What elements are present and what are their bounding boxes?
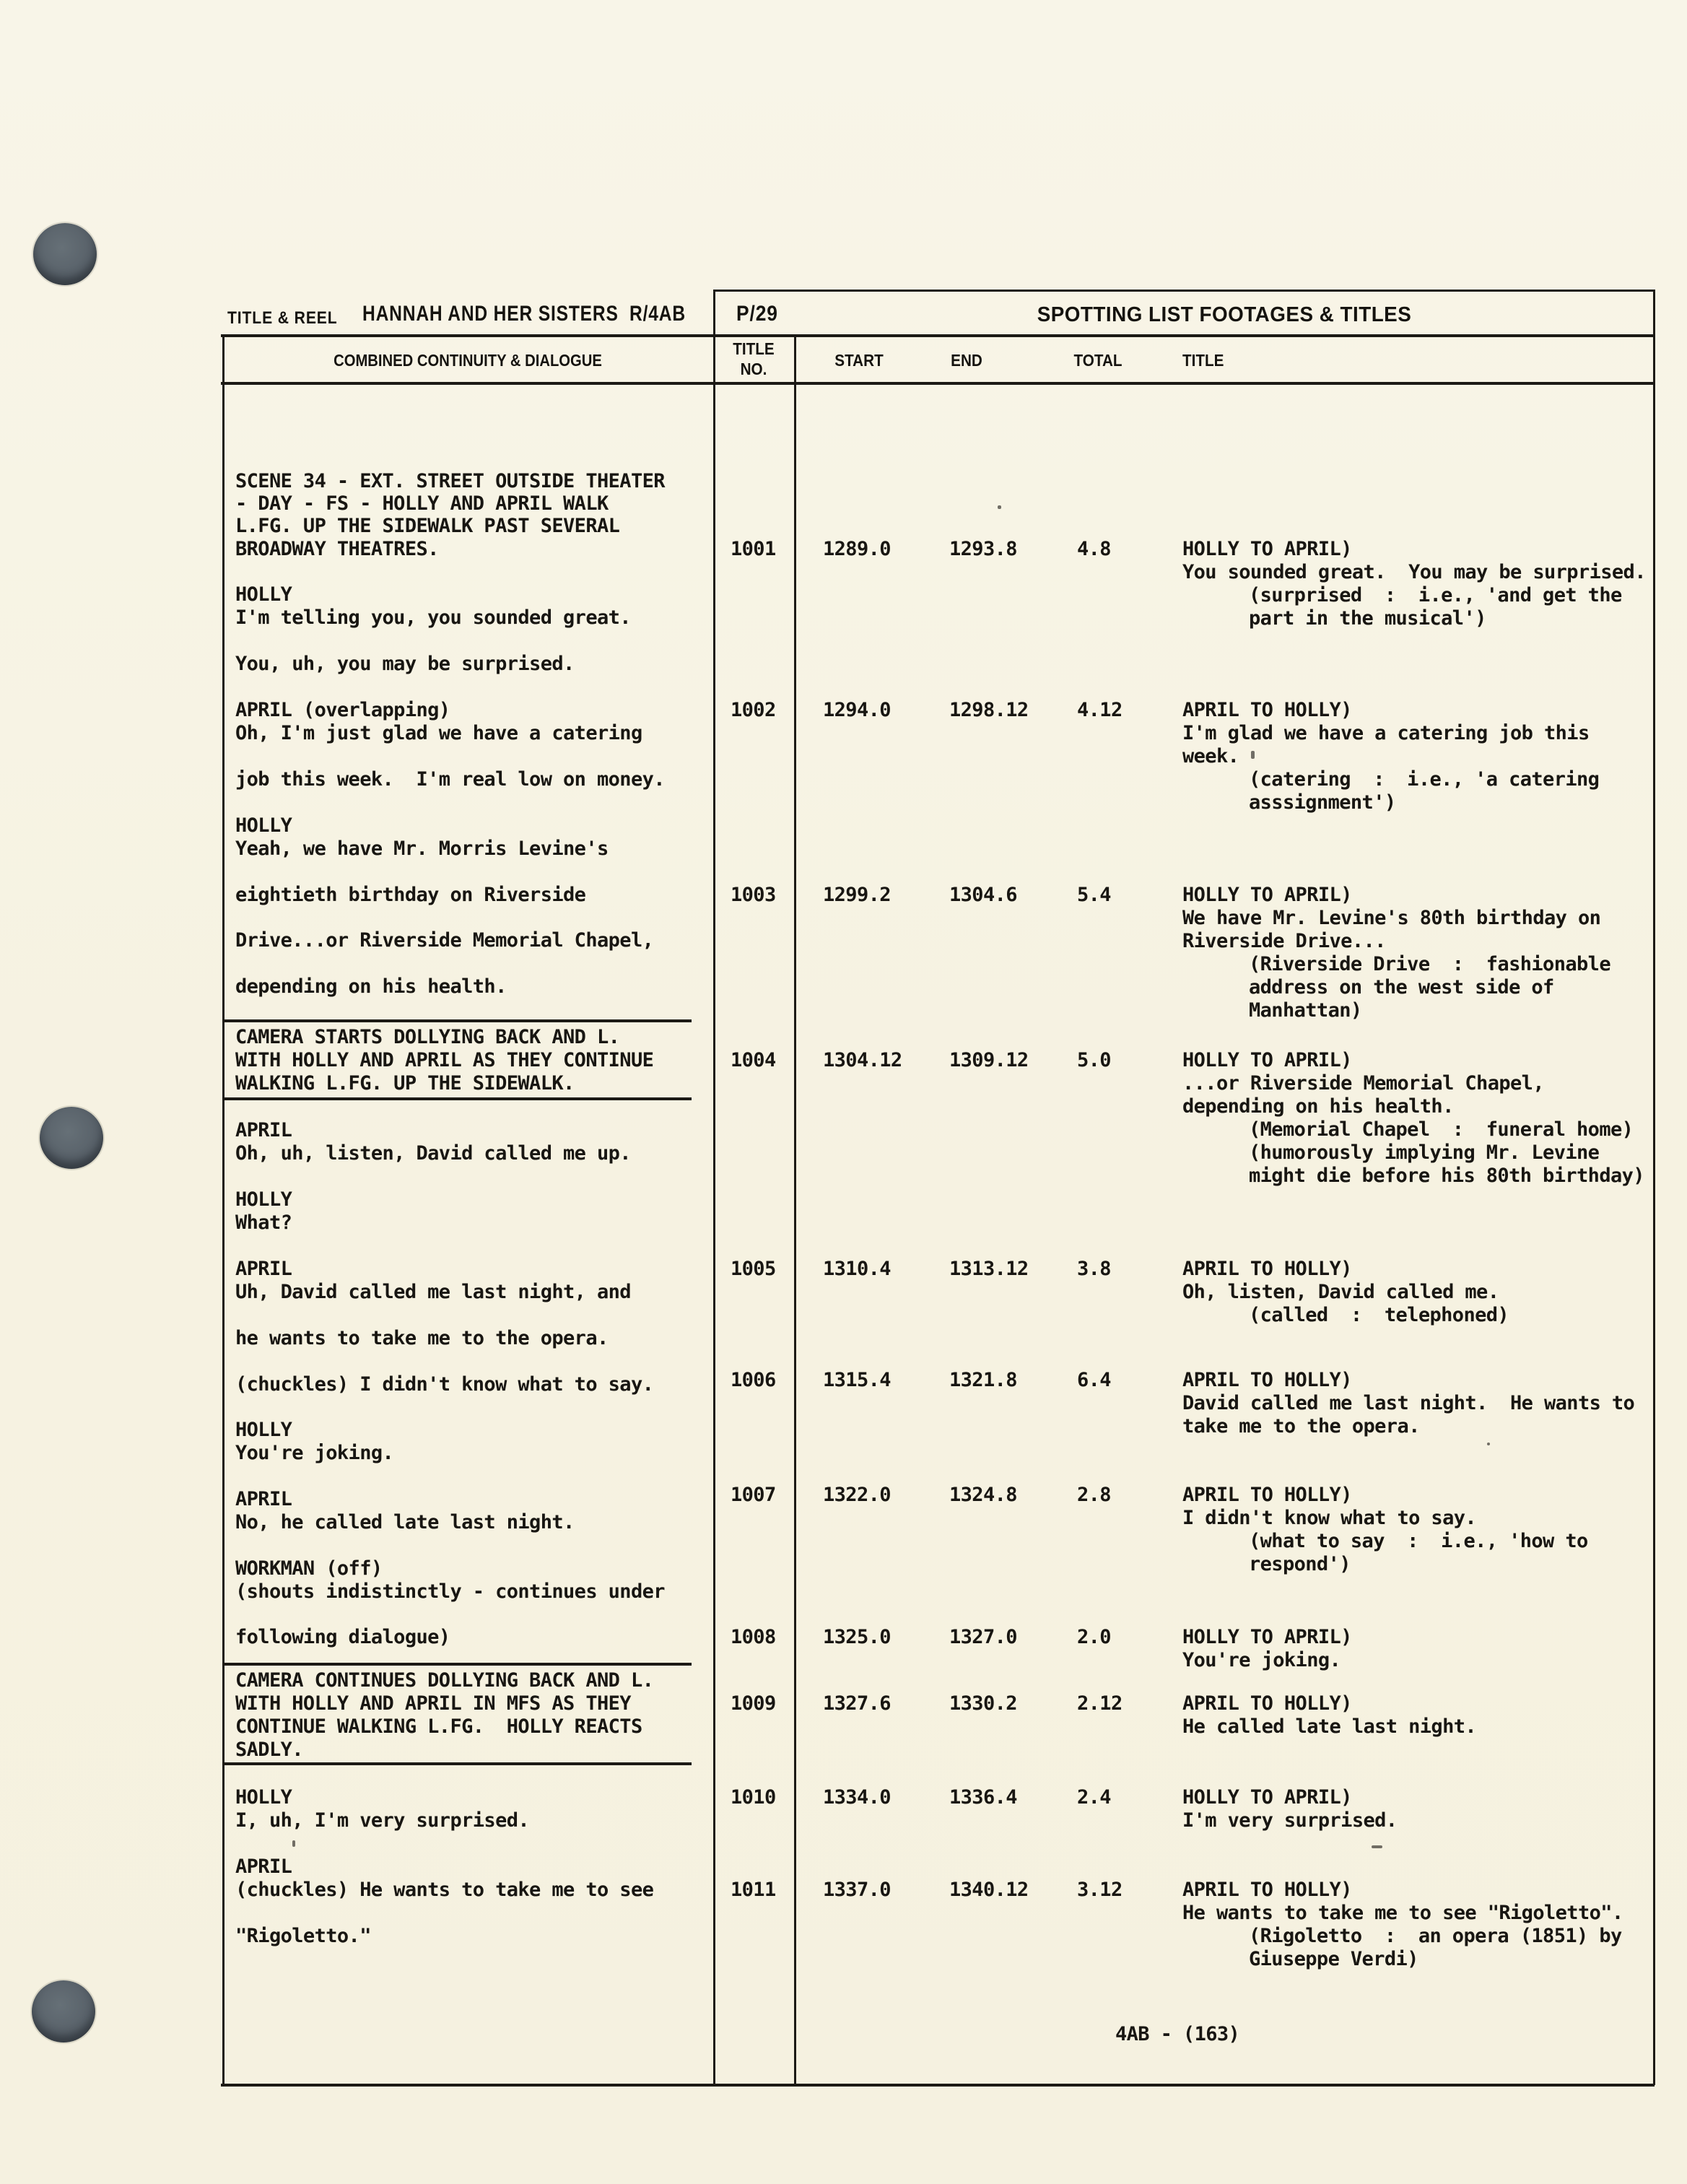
continuity-line: depending on his health. (235, 975, 507, 998)
entry-title-line: Giuseppe Verdi) (1249, 1948, 1418, 1970)
continuity-line: WITH HOLLY AND APRIL IN MFS AS THEY (235, 1692, 631, 1715)
entry-title-no: 1010 (731, 1786, 776, 1809)
entry-start-footage: 1334.0 (823, 1786, 891, 1809)
continuity-line: CONTINUE WALKING L.FG. HOLLY REACTS (235, 1715, 642, 1738)
hole-punch-top (33, 223, 97, 285)
footer-page-ref: 4AB - (163) (1115, 2023, 1240, 2045)
continuity-line: job this week. I'm real low on money. (235, 768, 665, 791)
entry-title-line: David called me last night. He wants to (1182, 1392, 1635, 1414)
entry-end-footage: 1304.6 (949, 884, 1017, 906)
entry-end-footage: 1327.0 (949, 1626, 1017, 1648)
entry-title-no: 1002 (731, 699, 776, 721)
entry-title-line: (catering : i.e., 'a catering (1249, 768, 1600, 791)
continuity-line: SADLY. (235, 1739, 303, 1761)
entry-title-line: asssignment') (1249, 791, 1396, 814)
continuity-line: CAMERA STARTS DOLLYING BACK AND L. (235, 1026, 620, 1048)
entry-title-line: You're joking. (1182, 1649, 1341, 1671)
entry-title-line: (called : telephoned) (1249, 1304, 1509, 1326)
continuity-line: CAMERA CONTINUES DOLLYING BACK AND L. (235, 1669, 654, 1692)
camera-note-rule (224, 1097, 692, 1100)
entry-title-line: He wants to take me to see "Rigoletto". (1182, 1902, 1623, 1924)
entry-start-footage: 1337.0 (823, 1879, 891, 1901)
header-band-top-line (221, 334, 1655, 337)
entry-title-line: address on the west side of (1249, 976, 1554, 999)
entry-start-footage: 1299.2 (823, 884, 891, 906)
entry-title-line: Manhattan) (1249, 999, 1362, 1022)
continuity-line: You're joking. (235, 1442, 394, 1464)
entry-title-line: Oh, listen, David called me. (1182, 1281, 1499, 1303)
entry-title-line: (Riverside Drive : fashionable (1249, 953, 1610, 975)
camera-note-rule (224, 1762, 692, 1765)
entry-end-footage: 1330.2 (949, 1692, 1017, 1715)
entry-title-line: He called late last night. (1182, 1715, 1477, 1738)
entry-title-no: 1011 (731, 1879, 776, 1901)
entry-title-line: (Rigoletto : an opera (1851) by (1249, 1925, 1622, 1947)
scan-speck (292, 1840, 295, 1847)
continuity-line: Uh, David called me last night, and (235, 1281, 631, 1303)
entry-title-line: APRIL TO HOLLY) (1182, 1369, 1352, 1391)
scan-speck (1487, 1443, 1490, 1445)
entry-title-no: 1006 (731, 1369, 776, 1391)
entry-title-no: 1009 (731, 1692, 776, 1715)
entry-title-line: part in the musical') (1249, 607, 1486, 630)
continuity-line: I'm telling you, you sounded great. (235, 606, 631, 629)
scan-speck (998, 505, 1001, 509)
title-column-header: TITLE (1182, 351, 1224, 370)
entry-total-footage: 6.4 (1077, 1369, 1111, 1391)
continuity-line: Oh, uh, listen, David called me up. (235, 1142, 631, 1165)
title-no-column-header-line1: TITLE (733, 339, 775, 358)
continuity-line: What? (235, 1211, 292, 1234)
continuity-line: You, uh, you may be surprised. (235, 653, 575, 675)
entry-total-footage: 2.4 (1077, 1786, 1111, 1809)
continuity-line: (shouts indistinctly - continues under (235, 1580, 665, 1603)
scan-speck (1372, 1845, 1382, 1848)
entry-title-line: HOLLY TO APRIL) (1182, 1626, 1352, 1648)
entry-start-footage: 1294.0 (823, 699, 891, 721)
entry-title-line: APRIL TO HOLLY) (1182, 1692, 1352, 1715)
entry-title-line: I'm glad we have a catering job this (1182, 722, 1590, 744)
continuity-line: HOLLY (235, 814, 292, 837)
entry-title-no: 1005 (731, 1258, 776, 1280)
table-bottom-border (221, 2084, 1655, 2087)
entry-title-no: 1007 (731, 1484, 776, 1506)
entry-start-footage: 1315.4 (823, 1369, 891, 1391)
entry-title-line: HOLLY TO APRIL) (1182, 884, 1352, 906)
continuity-line: following dialogue) (235, 1626, 450, 1648)
entry-title-no: 1004 (731, 1049, 776, 1071)
entry-end-footage: 1293.8 (949, 538, 1017, 560)
entry-total-footage: 4.8 (1077, 538, 1111, 560)
entry-title-line: I didn't know what to say. (1182, 1507, 1477, 1529)
entry-total-footage: 2.8 (1077, 1484, 1111, 1506)
entry-total-footage: 5.0 (1077, 1049, 1111, 1071)
table-top-border-right-section (713, 290, 1655, 292)
entry-title-line: We have Mr. Levine's 80th birthday on (1182, 907, 1601, 929)
entry-title-line: Riverside Drive... (1182, 930, 1386, 952)
continuity-line: Yeah, we have Mr. Morris Levine's (235, 838, 609, 860)
entry-start-footage: 1325.0 (823, 1626, 891, 1648)
entry-end-footage: 1340.12 (949, 1879, 1029, 1901)
entry-title-line: APRIL TO HOLLY) (1182, 1484, 1352, 1506)
entry-title-line: APRIL TO HOLLY) (1182, 699, 1352, 721)
continuity-line: APRIL (235, 1855, 292, 1878)
title-no-column-left-divider (713, 290, 715, 2085)
camera-note-rule (224, 1663, 692, 1666)
entry-end-footage: 1313.12 (949, 1258, 1029, 1280)
continuity-line: No, he called late last night. (235, 1511, 575, 1533)
hole-punch-middle (40, 1107, 103, 1169)
entry-end-footage: 1298.12 (949, 699, 1029, 721)
continuity-line: APRIL (235, 1119, 292, 1141)
title-no-column-right-divider (794, 334, 796, 2085)
entry-total-footage: 5.4 (1077, 884, 1111, 906)
entry-start-footage: 1304.12 (823, 1049, 902, 1071)
total-column-header: TOTAL (1073, 351, 1123, 370)
table-left-border (222, 334, 225, 2085)
continuity-line: Drive...or Riverside Memorial Chapel, (235, 929, 654, 952)
entry-title-line: (what to say : i.e., 'how to (1249, 1530, 1588, 1552)
entry-title-line: I'm very surprised. (1182, 1809, 1398, 1832)
continuity-line: I, uh, I'm very surprised. (235, 1809, 530, 1832)
entry-total-footage: 2.0 (1077, 1626, 1111, 1648)
entry-start-footage: 1289.0 (823, 538, 891, 560)
entry-title-line: depending on his health. (1182, 1095, 1454, 1118)
hole-punch-bottom (32, 1980, 95, 2042)
continuity-line: (chuckles) He wants to take me to see (235, 1879, 654, 1901)
continuity-line: "Rigoletto." (235, 1925, 371, 1947)
entry-title-line: (Memorial Chapel : funeral home) (1249, 1118, 1634, 1141)
continuity-line: APRIL (235, 1488, 292, 1510)
start-column-header: START (834, 351, 884, 370)
reel-number: R/4AB (629, 302, 686, 326)
entry-title-line: You sounded great. You may be surprised. (1182, 561, 1646, 583)
continuity-line: SCENE 34 - EXT. STREET OUTSIDE THEATER (235, 470, 665, 492)
entry-end-footage: 1321.8 (949, 1369, 1017, 1391)
entry-title-line: ...or Riverside Memorial Chapel, (1182, 1072, 1544, 1095)
entry-title-line: take me to the opera. (1182, 1415, 1420, 1437)
continuity-line: L.FG. UP THE SIDEWALK PAST SEVERAL (235, 515, 620, 537)
film-title: HANNAH AND HER SISTERS (362, 302, 619, 326)
entry-start-footage: 1322.0 (823, 1484, 891, 1506)
entry-title-line: APRIL TO HOLLY) (1182, 1879, 1352, 1901)
continuity-line: HOLLY (235, 1786, 292, 1809)
continuity-line: he wants to take me to the opera. (235, 1327, 609, 1349)
entry-total-footage: 2.12 (1077, 1692, 1123, 1715)
continuity-line: HOLLY (235, 583, 292, 606)
section-title: SPOTTING LIST FOOTAGES & TITLES (1037, 303, 1412, 326)
entry-start-footage: 1327.6 (823, 1692, 891, 1715)
entry-title-line: might die before his 80th birthday) (1249, 1165, 1644, 1187)
entry-end-footage: 1324.8 (949, 1484, 1017, 1506)
continuity-line: eightieth birthday on Riverside (235, 884, 586, 906)
entry-title-line: (humorously implying Mr. Levine (1249, 1141, 1600, 1164)
title-reel-label: TITLE & REEL (227, 308, 338, 328)
entry-end-footage: 1309.12 (949, 1049, 1029, 1071)
entry-start-footage: 1310.4 (823, 1258, 891, 1280)
entry-title-no: 1008 (731, 1626, 776, 1648)
title-no-column-header-line2: NO. (740, 360, 767, 378)
entry-title-line: (surprised : i.e., 'and get the (1249, 584, 1622, 606)
continuity-line: - DAY - FS - HOLLY AND APRIL WALK (235, 492, 609, 515)
continuity-line: WORKMAN (off) (235, 1557, 383, 1580)
continuity-line: WITH HOLLY AND APRIL AS THEY CONTINUE (235, 1049, 654, 1071)
continuity-line: APRIL (overlapping) (235, 699, 450, 721)
continuity-line: Oh, I'm just glad we have a catering (235, 722, 642, 744)
continuity-line: HOLLY (235, 1419, 292, 1441)
entry-title-line: respond') (1249, 1553, 1351, 1575)
scan-speck (1251, 751, 1255, 759)
camera-note-rule (224, 1019, 692, 1022)
entry-total-footage: 4.12 (1077, 699, 1123, 721)
entry-title-line: week. (1182, 745, 1239, 767)
entry-end-footage: 1336.4 (949, 1786, 1017, 1809)
page-number: P/29 (736, 302, 778, 326)
entry-title-no: 1003 (731, 884, 776, 906)
continuity-line: APRIL (235, 1258, 292, 1280)
entry-title-line: HOLLY TO APRIL) (1182, 1049, 1352, 1071)
continuity-line: HOLLY (235, 1188, 292, 1211)
entry-title-no: 1001 (731, 538, 776, 560)
continuity-column-header: COMBINED CONTINUITY & DIALOGUE (334, 351, 602, 370)
continuity-line: WALKING L.FG. UP THE SIDEWALK. (235, 1072, 575, 1095)
entry-total-footage: 3.8 (1077, 1258, 1111, 1280)
continuity-line: (chuckles) I didn't know what to say. (235, 1373, 654, 1396)
entry-title-line: HOLLY TO APRIL) (1182, 1786, 1352, 1809)
entry-title-line: APRIL TO HOLLY) (1182, 1258, 1352, 1280)
header-band-bottom-line (221, 382, 1655, 385)
table-right-border (1653, 290, 1655, 2085)
entry-total-footage: 3.12 (1077, 1879, 1123, 1901)
entry-title-line: HOLLY TO APRIL) (1182, 538, 1352, 560)
continuity-line: BROADWAY THEATRES. (235, 538, 439, 560)
end-column-header: END (951, 351, 982, 370)
